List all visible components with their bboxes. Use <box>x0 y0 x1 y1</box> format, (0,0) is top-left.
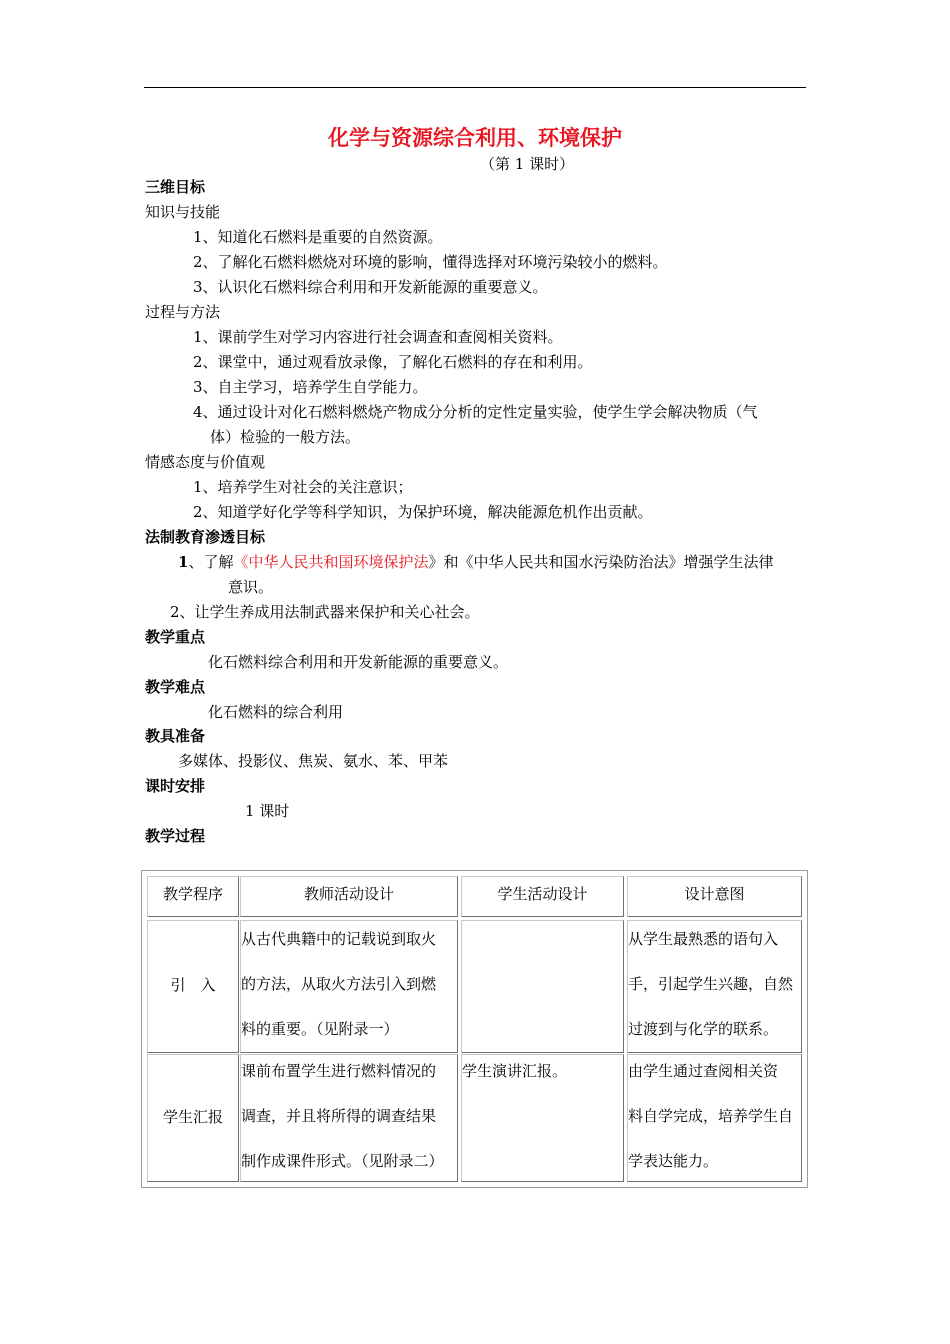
table-header-cell <box>627 876 802 917</box>
page-title: 化学与资源综合利用、环境保护 <box>328 126 622 150</box>
attitude-item: 2、知道学好化学等科学知识，为保护环境，解决能源危机作出贡献。 <box>193 503 653 521</box>
knowledge-label: 知识与技能 <box>145 203 221 221</box>
header-step: 教学程序 <box>162 885 223 903</box>
teaching-procedure-table <box>141 870 808 1188</box>
key-heading: 教学重点 <box>145 628 206 646</box>
difficulty-heading: 教学难点 <box>145 678 206 696</box>
legal-item-1 <box>178 553 773 571</box>
attitude-label: 情感态度与价值观 <box>145 453 266 471</box>
process-label: 过程与方法 <box>145 303 221 321</box>
table-cell-student <box>461 1054 624 1182</box>
table-cell-student <box>461 920 624 1053</box>
table-cell-teacher <box>240 920 458 1053</box>
process-item: 1、课前学生对学习内容进行社会调查和查阅相关资料。 <box>193 328 563 346</box>
process-item: 4、通过设计对化石燃料燃烧产物成分分析的定性定量实验，使学生学会解决物质（气 <box>193 403 758 421</box>
key-text: 化石燃料综合利用和开发新能源的重要意义。 <box>208 653 509 671</box>
legal-item-1-number: 1 <box>178 553 189 571</box>
tools-text: 多媒体、投影仪、焦炭、氨水、苯、甲苯 <box>178 752 449 770</box>
schedule-text: 1 课时 <box>245 802 290 820</box>
table-cell-intent <box>627 920 802 1053</box>
header-student: 学生活动设计 <box>497 885 588 903</box>
student-line: 学生演讲汇报。 <box>462 1062 568 1080</box>
table-header-cell <box>240 876 458 917</box>
difficulty-text: 化石燃料的综合利用 <box>208 703 344 721</box>
teacher-line: 的方法，从取火方法引入到燃 <box>241 975 437 993</box>
teacher-line: 料的重要。（见附录一） <box>241 1020 399 1038</box>
process-item-cont: 体）检验的一般方法。 <box>210 428 361 446</box>
legal-item-1-cont: 意识。 <box>228 578 274 596</box>
legal-item-1-prefix: 、了解 <box>188 553 234 571</box>
table-cell-intent <box>627 1054 802 1182</box>
table-cell-step <box>147 1054 239 1182</box>
goals-heading: 三维目标 <box>145 178 206 196</box>
intent-line: 手，引起学生兴趣，自然 <box>628 975 794 993</box>
header-rule <box>144 87 806 88</box>
table-header-cell <box>147 876 239 917</box>
intent-line: 从学生最熟悉的语句入 <box>628 930 779 948</box>
table-cell-teacher <box>240 1054 458 1182</box>
legal-item-1-law-name: 《中华人民共和国环境保护法 <box>233 553 429 571</box>
knowledge-item: 1、知道化石燃料是重要的自然资源。 <box>193 228 443 246</box>
header-intent: 设计意图 <box>684 885 745 903</box>
table-header-cell <box>461 876 624 917</box>
intent-line: 由学生通过查阅相关资 <box>628 1062 779 1080</box>
schedule-heading: 课时安排 <box>145 777 206 795</box>
step-label: 学生汇报 <box>162 1108 223 1126</box>
teacher-line: 调查，并且将所得的调查结果 <box>241 1107 437 1125</box>
knowledge-item: 3、认识化石燃料综合利用和开发新能源的重要意义。 <box>193 278 548 296</box>
page-subtitle: （第 1 课时） <box>480 155 575 173</box>
legal-item-2: 2、让学生养成用法制武器来保护和关心社会。 <box>170 603 480 621</box>
legal-item-1-suffix: 》和《中华人民共和国水污染防治法》增强学生法律 <box>428 553 774 571</box>
procedure-heading: 教学过程 <box>145 827 206 845</box>
step-label: 引 入 <box>170 976 216 994</box>
tools-heading: 教具准备 <box>145 727 206 745</box>
intent-line: 料自学完成，培养学生自 <box>628 1107 794 1125</box>
table-cell-step <box>147 920 239 1053</box>
attitude-item: 1、培养学生对社会的关注意识； <box>193 478 413 496</box>
teacher-line: 从古代典籍中的记载说到取火 <box>241 930 437 948</box>
intent-line: 学表达能力。 <box>628 1152 719 1170</box>
teacher-line: 课前布置学生进行燃料情况的 <box>241 1062 437 1080</box>
intent-line: 过渡到与化学的联系。 <box>628 1020 779 1038</box>
knowledge-item: 2、了解化石燃料燃烧对环境的影响，懂得选择对环境污染较小的燃料。 <box>193 253 668 271</box>
teacher-line: 制作成课件形式。（见附录二） <box>241 1152 444 1170</box>
process-item: 2、课堂中，通过观看放录像，了解化石燃料的存在和利用。 <box>193 353 593 371</box>
header-teacher: 教师活动设计 <box>303 885 394 903</box>
legal-heading: 法制教育渗透目标 <box>145 528 266 546</box>
process-item: 3、自主学习，培养学生自学能力。 <box>193 378 428 396</box>
